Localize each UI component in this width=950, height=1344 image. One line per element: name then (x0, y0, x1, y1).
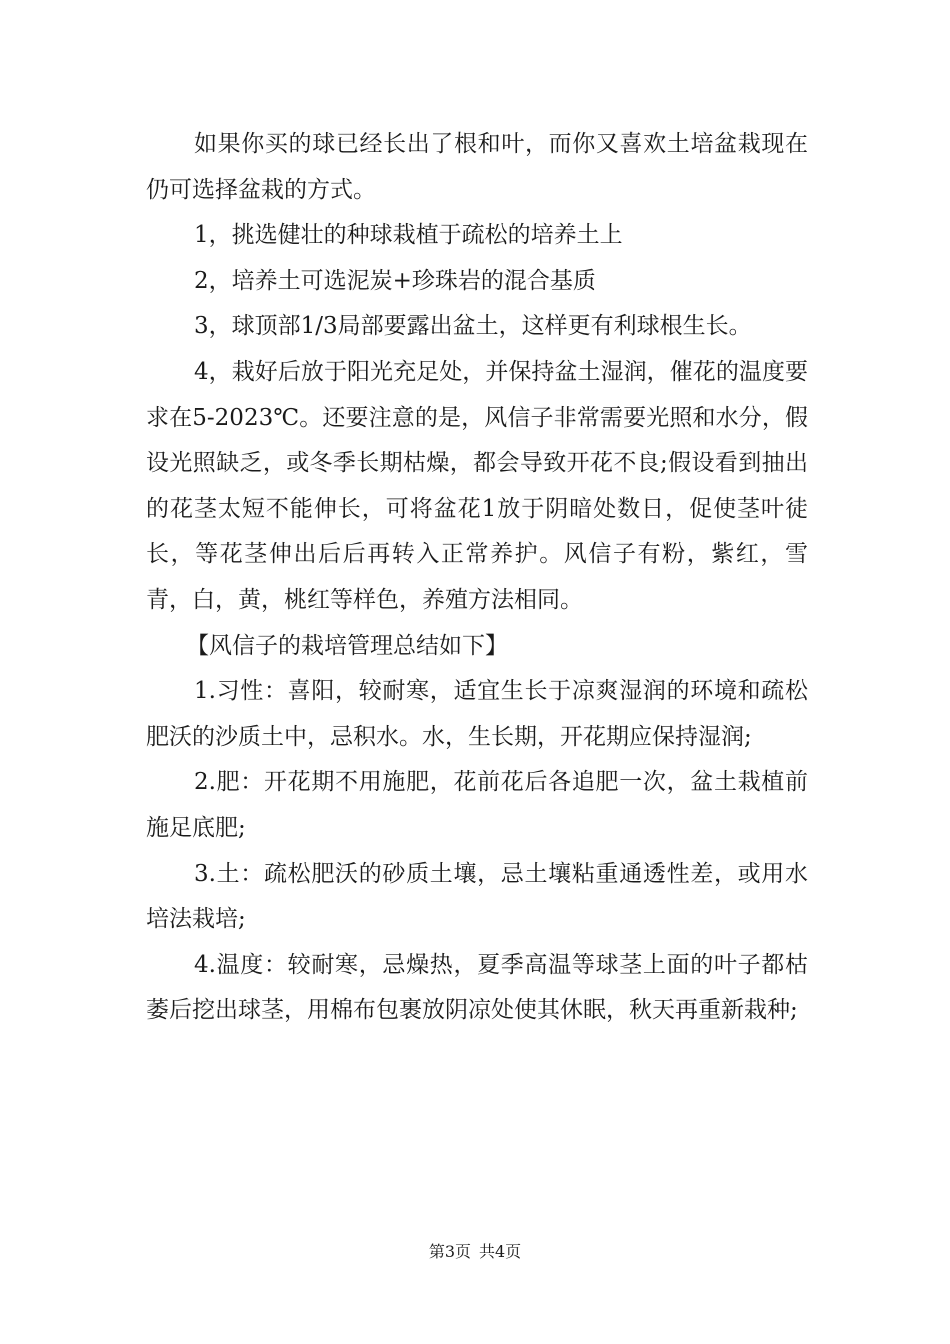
summary-item-fertilizer: 2.肥：开花期不用施肥，花前花后各追肥一次，盆土栽植前施足底肥; (146, 769, 808, 841)
document-body (146, 122, 808, 1034)
step-3-paragraph: 3，球顶部1/3局部要露出盆土，这样更有利球根生长。 (194, 313, 752, 340)
step-4-paragraph: 4，栽好后放于阳光充足处，并保持盆土湿润，催花的温度要求在5-2023℃。还要注意的是，风信子非常需要光照和水分，假设光照缺乏，或冬季长期枯燥，都会导致开花不良;假设看到抽出的花茎太短不能伸长，可将盆花1放于阴暗处数日，促使茎叶徒长，等花茎伸出后后再转入正常养护。风信子有粉，紫红，雪青，白，黄，桃红等样色，养殖方法相同。 (146, 358, 808, 613)
summary-item-soil: 3.土：疏松肥沃的砂质土壤，忌土壤粘重通透性差，或用水培法栽培; (146, 860, 808, 933)
page-footer (0, 1240, 950, 1264)
page-total: 共4页 (479, 1242, 522, 1261)
section-heading: 【风信子的栽培管理总结如下】 (186, 632, 508, 659)
step-1-paragraph: 1，挑选健壮的种球栽植于疏松的培养土上 (194, 222, 623, 249)
step-2-paragraph: 2，培养土可选泥炭+珍珠岩的混合基质 (194, 267, 596, 294)
page-number: 第3页 (428, 1242, 471, 1261)
intro-paragraph: 如果你买的球已经长出了根和叶，而你又喜欢土培盆栽现在仍可选择盆栽的方式。 (146, 131, 808, 203)
summary-item-temperature: 4.温度：较耐寒，忌燥热，夏季高温等球茎上面的叶子都枯萎后挖出球茎，用棉布包裹放阴凉处使其休眠，秋天再重新栽种; (146, 951, 808, 1024)
summary-item-habit: 1.习性：喜阳，较耐寒，适宜生长于凉爽湿润的环境和疏松肥沃的沙质土中，忌积水。水，生长期，开花期应保持湿润; (146, 678, 808, 750)
